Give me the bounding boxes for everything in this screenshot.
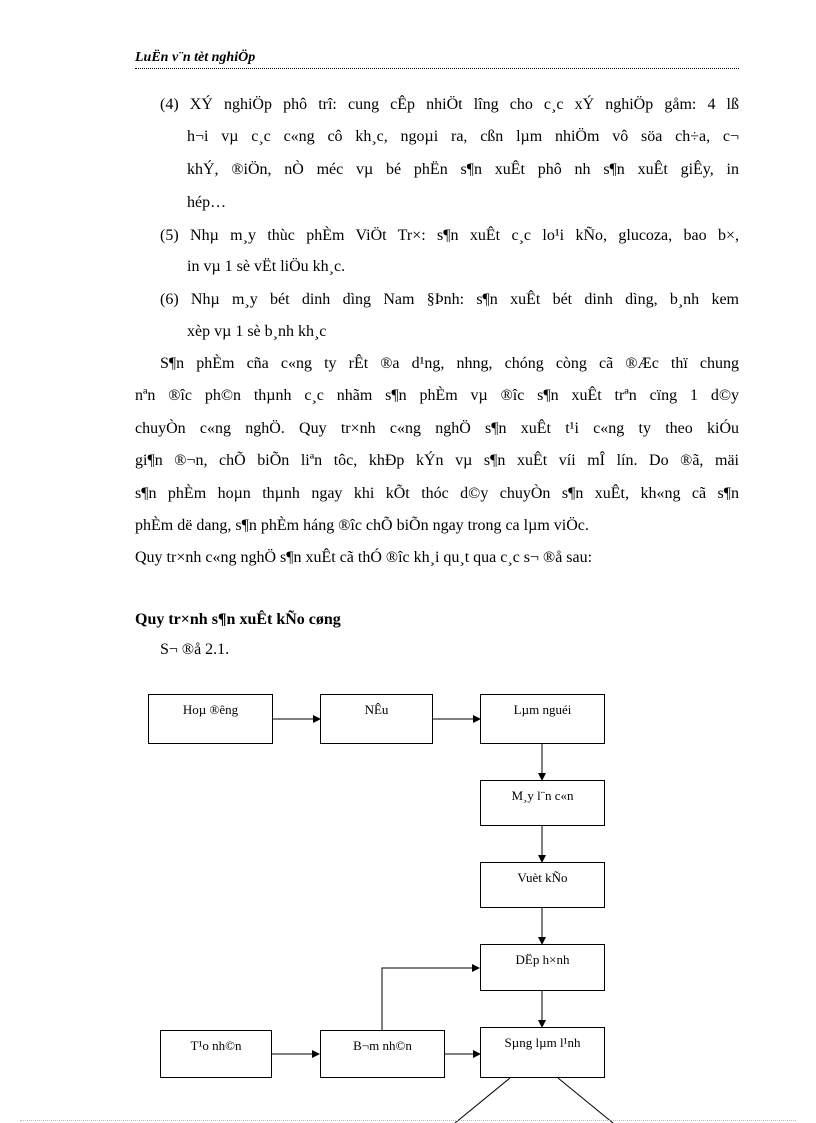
flow-box-vuot-keo: Vuèt kÑo [480, 862, 605, 908]
products-line2: nªn ®îc ph©n thµnh c¸c nhãm s¶n phÈm vµ ®îc s¶n xuÊt trªn cïng 1 d©y [135, 387, 739, 404]
flow-box-may-lan-con: M¸y l¨n c«n [480, 780, 605, 826]
flow-box-bom-nhan: B¬m nh©n [320, 1030, 445, 1078]
products-line3: chuyÒn c«ng nghÖ. Quy tr×nh c«ng nghÖ s¶n xuÊt t¹i c«ng ty theo kiÓu [135, 420, 739, 437]
flow-box-hoa-duong: Hoµ ®êng [148, 694, 273, 744]
item5-line2: in vµ 1 sè vËt liÖu kh¸c. [187, 258, 346, 275]
products-line5: s¶n phÈm hoµn thµnh ngay khi kÕt thóc d©y chuyÒn s¶n xuÊt, kh«ng cã s¶n [135, 485, 739, 502]
item4-line2: h¬i vµ c¸c c«ng cô kh¸c, ngoµi ra, cßn lµm nhiÖm vô söa ch÷a, c¬ [187, 128, 739, 145]
arrow-b9-right [558, 1078, 613, 1123]
flow-box-sang-lam-lanh: Sµng lµm l¹nh [480, 1027, 605, 1078]
item4-line1: (4) XÝ nghiÖp phô trî: cung cÊp nhiÖt lîng cho c¸c xÝ nghiÖp gåm: 4 lß [160, 96, 739, 113]
item5-line1: (5) Nhµ m¸y thùc phÈm ViÖt Tr×: s¶n xuÊt c¸c lo¹i kÑo, glucoza, bao b×, [160, 227, 739, 244]
flow-box-dap-hinh: DËp h×nh [480, 944, 605, 991]
arrow-b9-left [455, 1078, 510, 1123]
item4-line4: hép… [187, 194, 227, 211]
flow-box-tao-nhan: T¹o nh©n [160, 1030, 272, 1078]
item6-line1: (6) Nhµ m¸y bét dinh dìng Nam §Þnh: s¶n xuÊt bét dinh dìng, b¸nh kem [160, 291, 739, 308]
arrow-b8-b6 [382, 968, 479, 1030]
item4-line3: khÝ, ®iÖn, nÒ méc vµ bé phËn s¶n xuÊt phô nh s¶n xuÊt giÊy, in [187, 161, 739, 178]
header-title: LuËn v¨n tèt nghiÖp [135, 50, 256, 65]
products-line1: S¶n phÈm cña c«ng ty rÊt ®a d¹ng, nhng, chóng còng cã ®Æc thï chung [160, 355, 739, 372]
diagram-label: S¬ ®å 2.1. [160, 641, 230, 658]
flow-box-nau: NÊu [320, 694, 433, 744]
process-intro: Quy tr×nh c«ng nghÖ s¶n xuÊt cã thÓ ®îc kh¸i qu¸t qua c¸c s¬ ®å sau: [135, 549, 593, 566]
section-title: Quy tr×nh s¶n xuÊt kÑo cøng [135, 611, 341, 628]
page-bottom-rule [20, 1120, 796, 1121]
products-line4: gi¶n ®¬n, chÕ biÕn liªn tôc, khÐp kÝn vµ s¶n xuÊt víi mÎ lín. Do ®ã, mäi [135, 452, 739, 469]
item6-line2: xèp vµ 1 sè b¸nh kh¸c [187, 323, 327, 340]
flow-box-lam-nguoi: Lµm nguéi [480, 694, 605, 744]
products-line6: phÈm dë dang, s¶n phÈm háng ®îc chÕ biÕn ngay trong ca lµm viÖc. [135, 517, 589, 534]
